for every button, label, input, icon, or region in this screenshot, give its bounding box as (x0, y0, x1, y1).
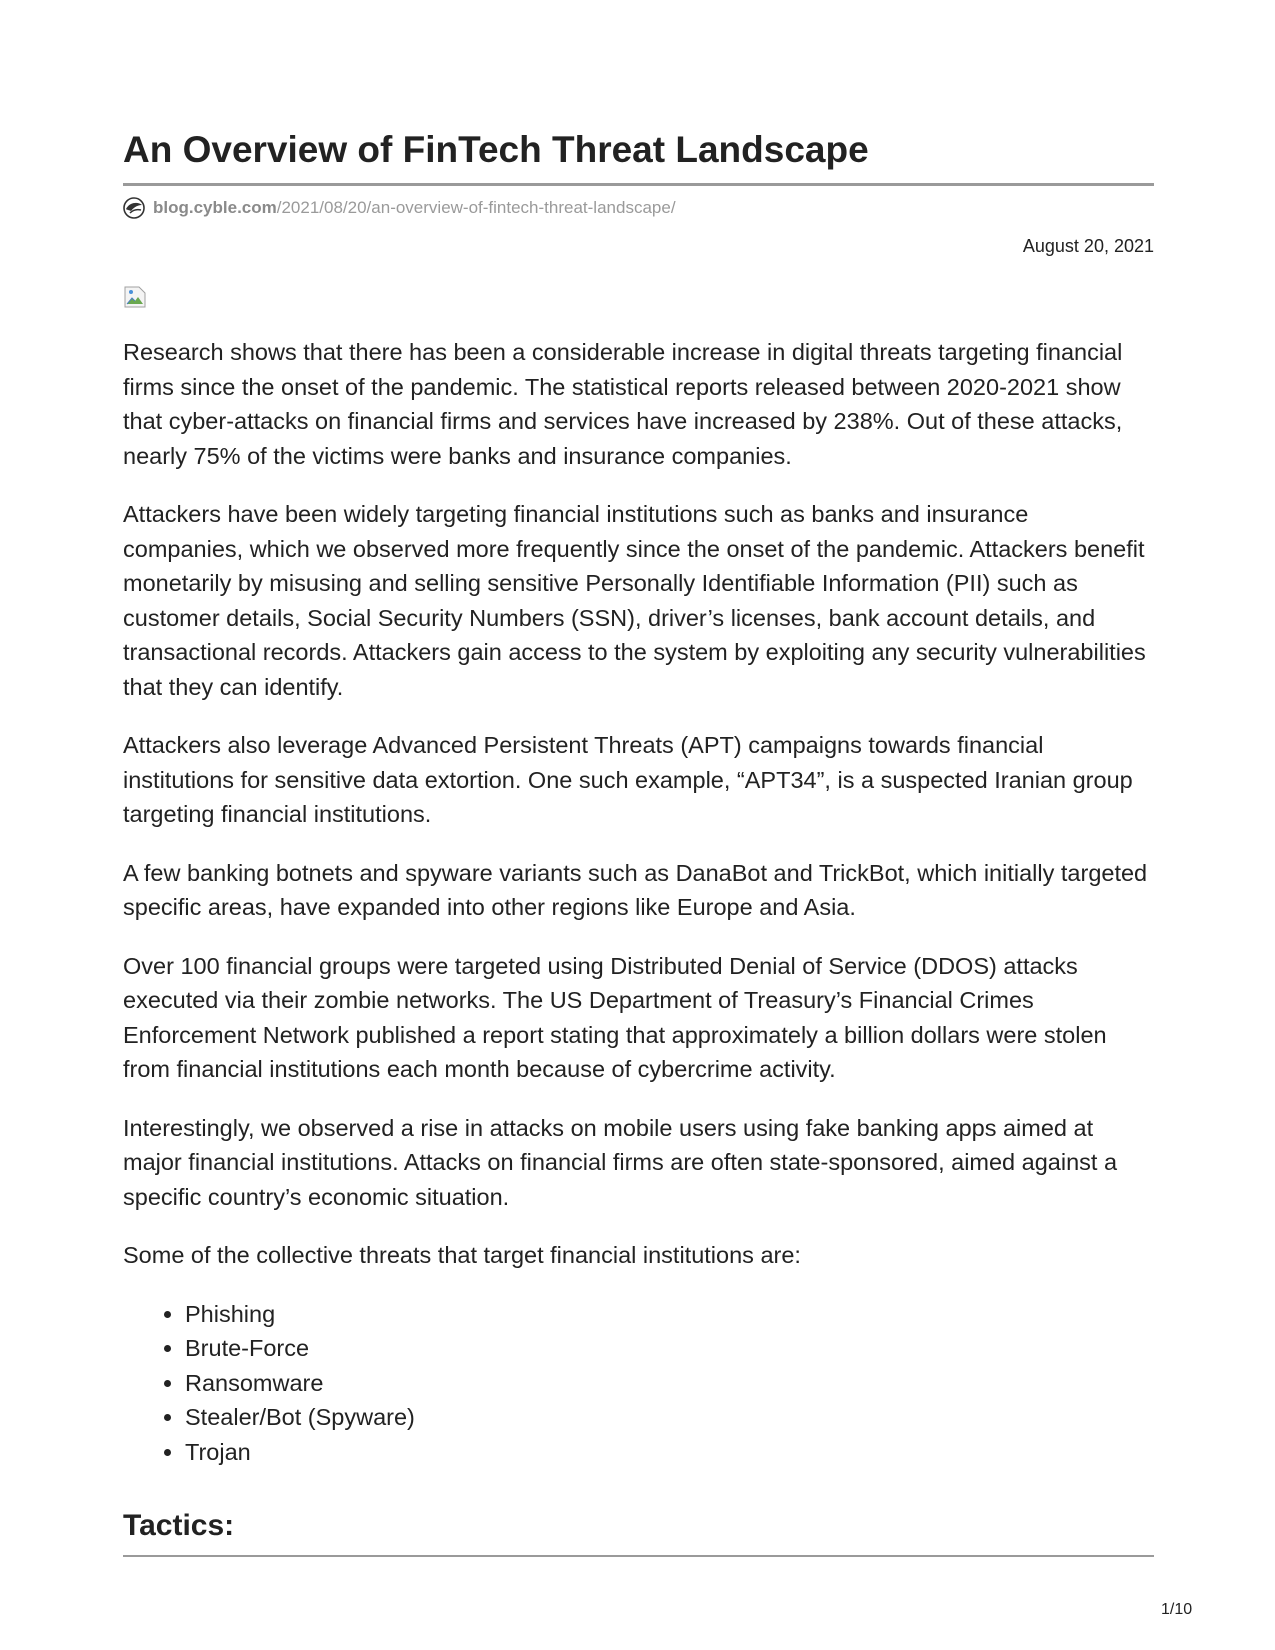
broken-image-icon (123, 285, 147, 309)
paragraph: Attackers also leverage Advanced Persistent Threats (APT) campaigns towards financial institutions for sensitive data extortion. One such example, “APT34”, is a suspected Iranian group targeting financial institutions. (123, 732, 1133, 827)
paragraph: Interestingly, we observed a rise in attacks on mobile users using fake banking apps aimed at major financial institutions. Attacks on financial firms are often state-sponsored, aimed against a specific country’s economic situation. (123, 1114, 1118, 1210)
page-title: An Overview of FinTech Threat Landscape (123, 129, 869, 170)
source-domain: blog.cyble.com (153, 198, 277, 217)
title-divider (123, 183, 1154, 186)
page-number: 1/10 (1161, 1601, 1193, 1618)
list-item: • Stealer/Bot (Spyware) (185, 1400, 1154, 1435)
list-item: • Phishing (185, 1297, 1154, 1332)
paragraph: Some of the collective threats that target financial institutions are: (123, 1242, 801, 1268)
section-divider (123, 1555, 1154, 1557)
paragraph: Attackers have been widely targeting financial institutions such as banks and insurance companies, which we observed more frequently since the onset of the pandemic. Attackers benefit monetarily by misusing and selling sensitive Personally Identifiable Information (PII) such as customer details, Social Security Numbers (SSN), driver’s licenses, bank account details, and transactional records. Attackers gain access to the system by exploiting any security vulnerabilities that they can identify. (123, 501, 1146, 700)
paragraph: Over 100 financial groups were targeted using Distributed Denial of Service (DDOS) attacks executed via their zombie networks. The US Department of Treasury’s Financial Crimes Enforcement Network published a report stating that approximately a billion dollars were stolen from financial institutions each month because of cybercrime activity. (123, 952, 1107, 1082)
threat-list (123, 1297, 1154, 1470)
paragraph: Research shows that there has been a considerable increase in digital threats targeting financial firms since the onset of the pandemic. The statistical reports released between 2020-2021 show that cyber-attacks on financial firms and services have increased by 238%. Out of these attacks, nearly 75% of the victims were banks and insurance companies. (123, 339, 1123, 469)
list-item: • Brute-Force (185, 1331, 1154, 1366)
list-item: • Trojan (185, 1435, 1154, 1470)
article-body (123, 335, 1154, 1469)
source-path: /2021/08/20/an-overview-of-fintech-threat-landscape/ (276, 198, 676, 217)
cyble-logo-icon (123, 197, 145, 219)
section-heading: Tactics: (123, 1509, 235, 1542)
source-link[interactable] (123, 196, 676, 220)
publish-date: August 20, 2021 (1022, 236, 1154, 256)
list-item: • Ransomware (185, 1366, 1154, 1401)
paragraph: A few banking botnets and spyware variants such as DanaBot and TrickBot, which initially targeted specific areas, have expanded into other regions like Europe and Asia. (123, 859, 1148, 920)
